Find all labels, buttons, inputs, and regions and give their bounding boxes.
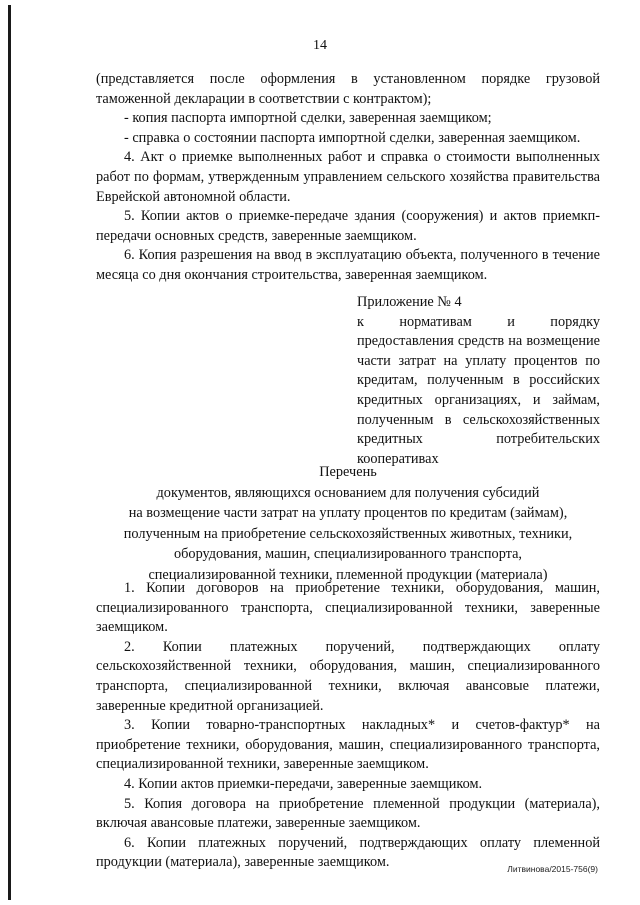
paragraph: - справка о состоянии паспорта импортной сделки, заверенная заемщиком. — [124, 129, 581, 146]
list-title-line: оборудования, машин, специализированного транспорта, — [174, 546, 522, 562]
paragraph: 4. Акт о приемке выполненных работ и справка о стоимости выполненных работ по формам, утвержденным управлением сельского хозяйства правительства Еврейской автономной области. — [96, 149, 600, 205]
footer-code: Литвинова/2015-756(9) — [507, 864, 598, 874]
list-title-line: полученным на приобретение сельскохозяйственных животных, техники, — [123, 525, 573, 542]
list-title-line: документов, являющихся основанием для получения субсидий — [156, 484, 540, 501]
list-item: 2. Копии платежных поручений, подтверждающих оплату сельскохозяйственной техники, оборудования, машин, специализированного транспорта, специализированной техники, включая авансовые платежи, заверенные кредитной организацией. — [96, 638, 600, 714]
list-title-line: на возмещение части затрат на уплату процентов по кредитам (займам), — [128, 505, 568, 521]
paragraph: (представляется после оформления в установленном порядке грузовой таможенной декларации в соответствии с контрактом); — [96, 71, 600, 107]
list-item: 5. Копия договора на приобретение племенной продукции (материала), включая авансовые платежи, заверенные заемщиком. — [96, 795, 600, 832]
list-item: 4. Копии актов приемки-передачи, заверенные заемщиком. — [124, 775, 483, 792]
paragraph: - копия паспорта импортной сделки, заверенная заемщиком; — [124, 110, 492, 127]
paragraph: 5. Копии актов о приемке-передаче здания (сооружения) и актов приемкп-передачи основных средств, заверенные заемщиком. — [96, 208, 600, 244]
paragraph: 6. Копия разрешения на ввод в эксплуатацию объекта, полученного в течение месяца со дня окончания строительства, заверенная заемщиком. — [96, 247, 600, 283]
list-item: 1. Копии договоров на приобретение техники, оборудования, машин, специализированного транспорта, специализированной техники, заверенные заемщиком. — [96, 580, 600, 636]
list-title — [96, 462, 600, 585]
appendix-text: к нормативам и порядку предоставления средств на возмещение части затрат на уплату процентов по кредитам, полученным в российских кредитных организациях, и займам, полученным в сельскохозяйственных кредитных потребительских кооперативах — [357, 313, 600, 467]
appendix-header — [357, 293, 600, 469]
list-item: 3. Копии товарно-транспортных накладных* и счетов-фактур* на приобретение техники, оборудования, машин, специализированного транспорта, специализированной техники, заверенные заемщиком. — [96, 717, 600, 773]
top-text-block — [96, 70, 600, 286]
scan-edge-line — [8, 5, 11, 900]
list-title-line: специализированной техники, племенной продукции (материала) — [148, 566, 548, 583]
list-title-line: Перечень — [319, 464, 377, 480]
list-item: 6. Копии платежных поручений, подтверждающих оплату племенной продукции (материала), заверенные заемщиком. — [96, 834, 600, 871]
page-number: 14 — [313, 38, 327, 53]
document-list — [96, 579, 600, 873]
appendix-title: Приложение № 4 — [357, 294, 462, 310]
